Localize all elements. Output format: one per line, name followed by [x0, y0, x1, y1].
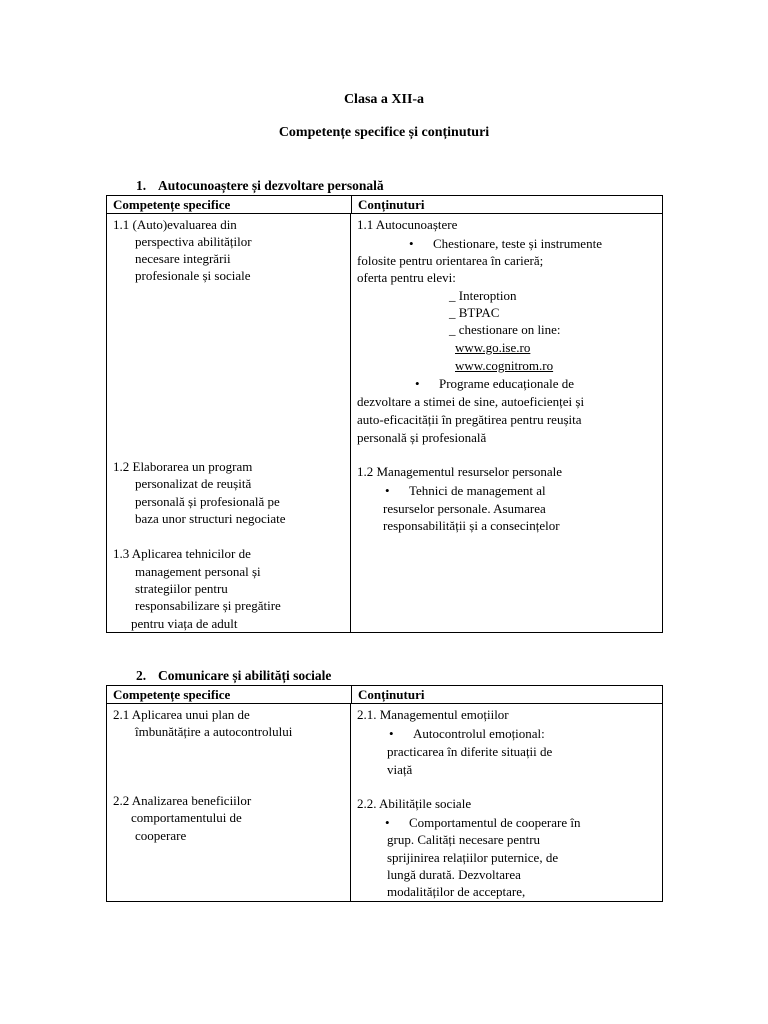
competency-line: pentru viața de adult: [131, 616, 238, 631]
content-line: auto-eficacității în pregătirea pentru reușita: [357, 412, 582, 427]
competency-line: 2.2 Analizarea beneficiilor: [113, 793, 252, 808]
competency-line: 2.1 Aplicarea unui plan de: [113, 707, 250, 722]
content-line: _ chestionare on line:: [449, 322, 561, 337]
column-header-competente: Competențe specifice: [107, 686, 352, 703]
content-line: 1.1 Autocunoaștere: [357, 217, 458, 232]
table-header-row: [107, 196, 662, 214]
content-line: modalităților de acceptare,: [387, 884, 526, 899]
content-line: _ Interoption: [449, 288, 517, 303]
column-header-continuturi: Conținuturi: [358, 197, 425, 212]
section-1-table: [106, 195, 663, 633]
section-2-number: 2.: [136, 668, 147, 683]
content-line: personală și profesională: [357, 430, 487, 445]
column-header-competente: Competențe specifice: [107, 196, 352, 213]
content-line: resurselor personale. Asumarea: [383, 501, 546, 516]
competency-line: îmbunătățire a autocontrolului: [135, 724, 293, 739]
content-line: 2.2. Abilitățile sociale: [357, 796, 472, 811]
competency-line: perspectiva abilităților: [135, 234, 252, 249]
content-bullet-item: • Programe educaționale de: [439, 375, 574, 392]
competency-line: 1.1 (Auto)evaluarea din: [113, 217, 237, 232]
section-1-title: Autocunoaștere și dezvoltare personală: [158, 178, 384, 193]
section-2-heading: [136, 668, 331, 684]
competency-line: cooperare: [135, 828, 187, 843]
content-bullet-item: • Tehnici de management al: [409, 482, 546, 499]
competency-line: profesionale și sociale: [135, 268, 251, 283]
section-2-table: [106, 685, 663, 902]
content-line: viață: [387, 762, 413, 777]
competency-line: personalizat de reușită: [135, 476, 252, 491]
content-line: sprijinirea relațiilor puternice, de: [387, 850, 559, 865]
link-cognitrom[interactable]: www.cognitrom.ro: [455, 358, 554, 373]
competency-line: management personal și: [135, 564, 261, 579]
document-subtitle: Competențe specifice și conținuturi: [278, 125, 490, 140]
content-line: oferta pentru elevi:: [357, 270, 456, 285]
section-2-title: Comunicare și abilități sociale: [158, 668, 332, 683]
content-bullet-item: • Chestionare, teste și instrumente: [433, 235, 602, 252]
competency-line: baza unor structuri negociate: [135, 511, 286, 526]
content-line: folosite pentru orientarea în carieră;: [357, 253, 544, 268]
content-line: 2.1. Managementul emoțiilor: [357, 707, 509, 722]
section-1-number: 1.: [136, 178, 147, 193]
table-header-row: [107, 686, 662, 704]
competency-line: personală și profesională pe: [135, 494, 280, 509]
column-divider: [350, 214, 351, 633]
column-divider: [350, 704, 351, 902]
content-bullet-item: • Autocontrolul emoțional:: [413, 725, 545, 742]
content-line: _ BTPAC: [449, 305, 500, 320]
content-line: dezvoltare a stimei de sine, autoeficienței și: [357, 394, 585, 409]
content-line: lungă durată. Dezvoltarea: [387, 867, 521, 882]
competency-line: responsabilizare și pregătire: [135, 598, 281, 613]
table-body: [107, 214, 662, 633]
link-go-ise[interactable]: www.go.ise.ro: [455, 340, 531, 355]
content-bullet-item: • Comportamentul de cooperare în: [409, 814, 580, 831]
competency-line: comportamentului de: [131, 810, 242, 825]
competency-line: 1.3 Aplicarea tehnicilor de: [113, 546, 251, 561]
document-title: Clasa a XII-a: [343, 92, 425, 107]
competency-line: 1.2 Elaborarea un program: [113, 459, 253, 474]
competency-line: necesare integrării: [135, 251, 231, 266]
content-line: practicarea în diferite situații de: [387, 744, 553, 759]
content-line: responsabilității și a consecințelor: [383, 518, 560, 533]
content-line: 1.2 Managementul resurselor personale: [357, 464, 563, 479]
content-line: grup. Calități necesare pentru: [387, 832, 541, 847]
competency-line: strategiilor pentru: [135, 581, 228, 596]
section-1-heading: [136, 178, 384, 194]
column-header-continuturi: Conținuturi: [358, 687, 425, 702]
table-body: [107, 704, 662, 902]
